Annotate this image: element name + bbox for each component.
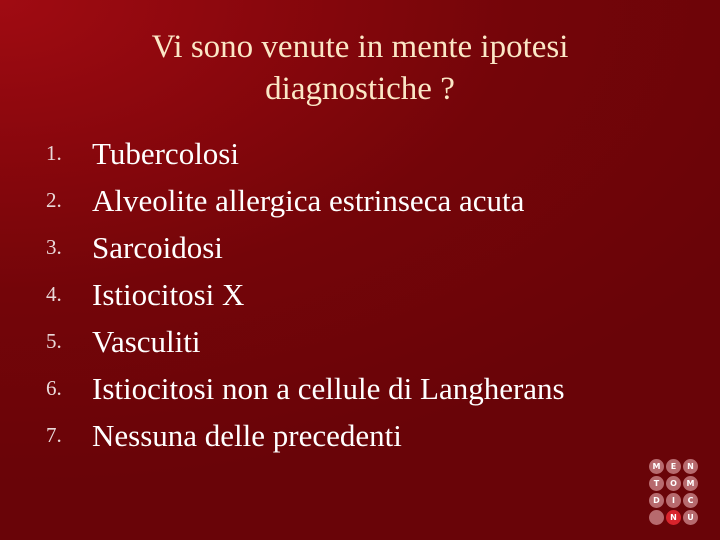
logo-dot: N [683,459,698,474]
slide-title [60,26,660,110]
list-item-number: 1. [46,141,62,165]
logo-dot [649,510,664,525]
list-item-number: 7. [46,423,62,447]
list-item-number: 5. [46,329,62,353]
logo-dot: T [649,476,664,491]
logo-dot: M [649,459,664,474]
logo-mark [649,459,701,525]
logo-dot: E [666,459,681,474]
logo-dot: I [666,493,681,508]
logo-dot: O [666,476,681,491]
logo-dot: N [666,510,681,525]
list-item-label: Vasculiti [92,324,201,359]
list-item-label: Sarcoidosi [92,230,223,265]
list-item-number: 4. [46,282,62,306]
list-item-label: Alveolite allergica estrinseca acuta [92,183,525,218]
logo-dot: C [683,493,698,508]
list-item-label: Istiocitosi non a cellule di Langherans [92,371,565,406]
list-item-number: 2. [46,188,62,212]
logo-dot: D [649,493,664,508]
slide-title-line-2: diagnostiche ? [265,71,455,107]
list-item-label: Tubercolosi [92,136,239,171]
list-item-number: 6. [46,376,62,400]
slide-title-line-1: Vi sono venute in mente ipotesi [151,29,569,65]
list-item-label: Istiocitosi X [92,277,245,312]
logo-dot: M [683,476,698,491]
logo-dot: U [683,510,698,525]
list-item-number: 3. [46,235,62,259]
list-item-label: Nessuna delle precedenti [92,418,402,453]
